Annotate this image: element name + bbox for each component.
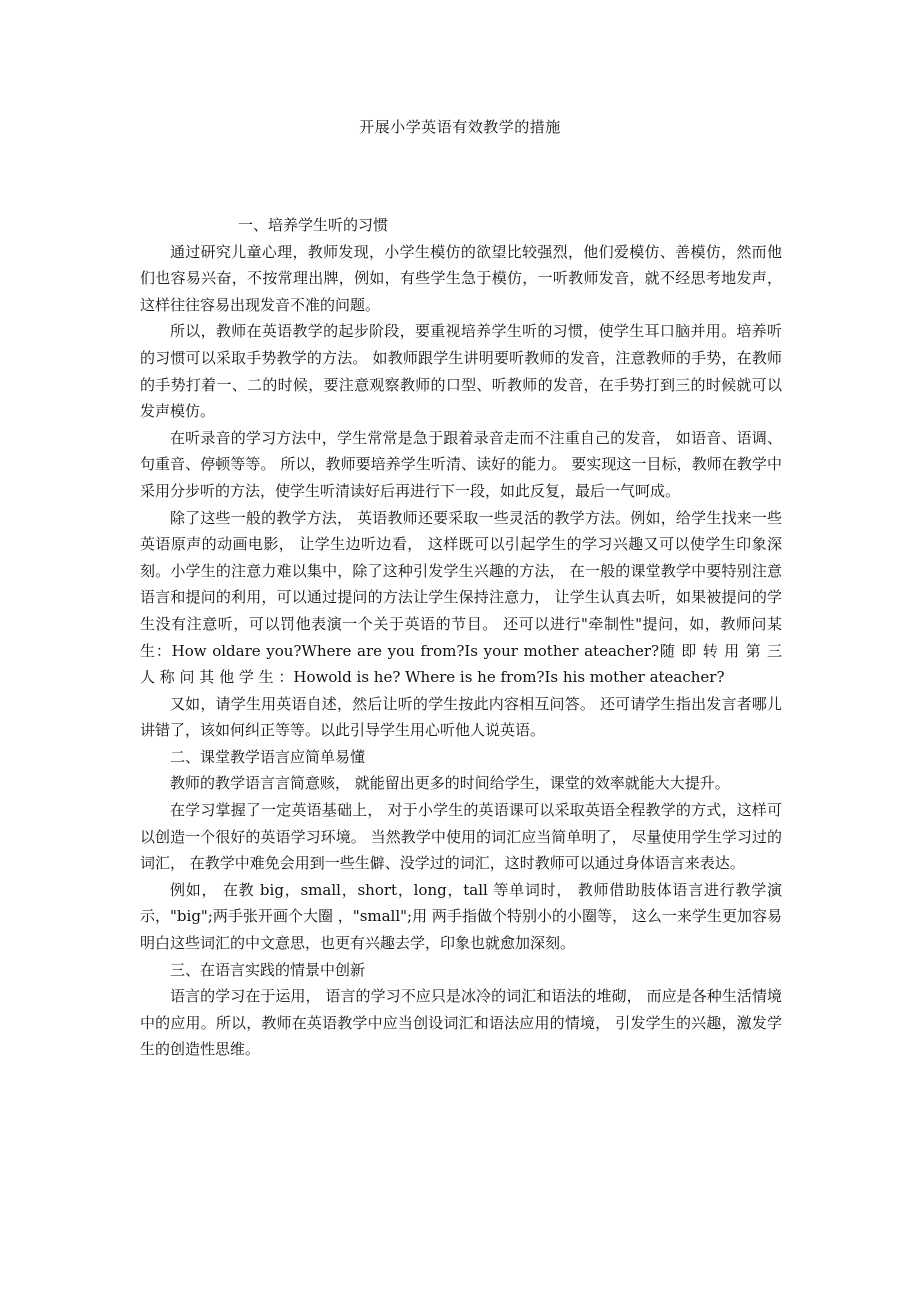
section-heading-2: 二、课堂教学语言应简单易懂 [170, 747, 366, 766]
paragraph: 在听录音的学习方法中，学生常常是急于跟着录音走而不注重自己的发音， 如语音、语调、句重音、停顿等等。 所以，教师要培养学生听清、读好的能力。 要实现这一目标，教师在教学中采用分步听的方法，使学生听清读好后再进行下一段，如此反复，最后一气呵成。 [140, 428, 782, 500]
section-heading-1: 一、培养学生听的习惯 [238, 216, 389, 234]
paragraph: 通过研究儿童心理，教师发现，小学生模仿的欲望比较强烈，他们爱模仿、善模仿，然而他们也容易兴奋，不按常理出牌，例如，有些学生急于模仿，一听教师发音，就不经思考地发声，这样往往容易出现发音不准的问题。 [140, 242, 782, 314]
document-title: 开展小学英语有效教学的措施 [359, 118, 561, 136]
paragraph: 在学习掌握了一定英语基础上， 对于小学生的英语课可以采取英语全程教学的方式，这样可以创造一个很好的英语学习环境。 当然教学中使用的词汇应当简单明了， 尽量使用学生学习过的词汇， 在教学中难免会用到一些生僻、没学过的词汇，这时教师可以通过身体语言来表达。 [140, 801, 782, 873]
paragraph: 所以，教师在英语教学的起步阶段，要重视培养学生听的习惯，使学生耳口脑并用。培养听的习惯可以采取手势教学的方法。 如教师跟学生讲明要听教师的发音，注意教师的手势，在教师的手势打着一、二的时候，要注意观察教师的口型、听教师的发音，在手势打到三的时候就可以发声模仿。 [140, 322, 782, 421]
paragraph: 语言的学习在于运用， 语言的学习不应只是冰冷的词汇和语法的堆砌， 而应是各种生活情境中的应用。所以，教师在英语教学中应当创设词汇和语法应用的情境， 引发学生的兴趣，激发学生的创造性思维。 [140, 987, 782, 1059]
section-heading-3: 三、在语言实践的情景中创新 [170, 960, 366, 979]
paragraph: 例如， 在教 big，small，short，long，tall 等单词时， 教师借助肢体语言进行教学演示，"big";两手张开画个大圈 ，"small";用 两手指做个特别小的小圈等， 这么一来学生更加容易明白这些词汇的中文意思，也更有兴趣去学，印象也就愈加深刻。 [140, 880, 782, 953]
paragraph: 又如，请学生用英语自述，然后让听的学生按此内容相互问答。 还可请学生指出发言者哪儿讲错了，该如何纠正等等。以此引导学生用心听他人说英语。 [140, 694, 782, 740]
paragraph: 除了这些一般的教学方法， 英语教师还要采取一些灵活的教学方法。例如，给学生找来一些英语原声的动画电影， 让学生边听边看， 这样既可以引起学生的学习兴趣又可以使学生印象深刻。小学生的注意力难以集中，除了这种引发学生兴趣的方法， 在一般的课堂教学中要特别注意语言和提问的利用，可以通过提问的方法让学生保持注意力， 让学生认真去听，如果被提问的学生没有注意听，可以罚他表演一个关于英语的节目。 还可以进行"牵制性"提问，如，教师问某生：How oldare you?Where are you from?Is your mother ateacher?随 即 转 用 第 三 人 称 问 其 他 学 生 ：Howold is he? Where is he from?Is his mother ateacher? [140, 508, 782, 687]
paragraph: 教师的教学语言言简意赅， 就能留出更多的时间给学生，课堂的效率就能大大提升。 [170, 774, 730, 793]
document-body [140, 212, 782, 1063]
